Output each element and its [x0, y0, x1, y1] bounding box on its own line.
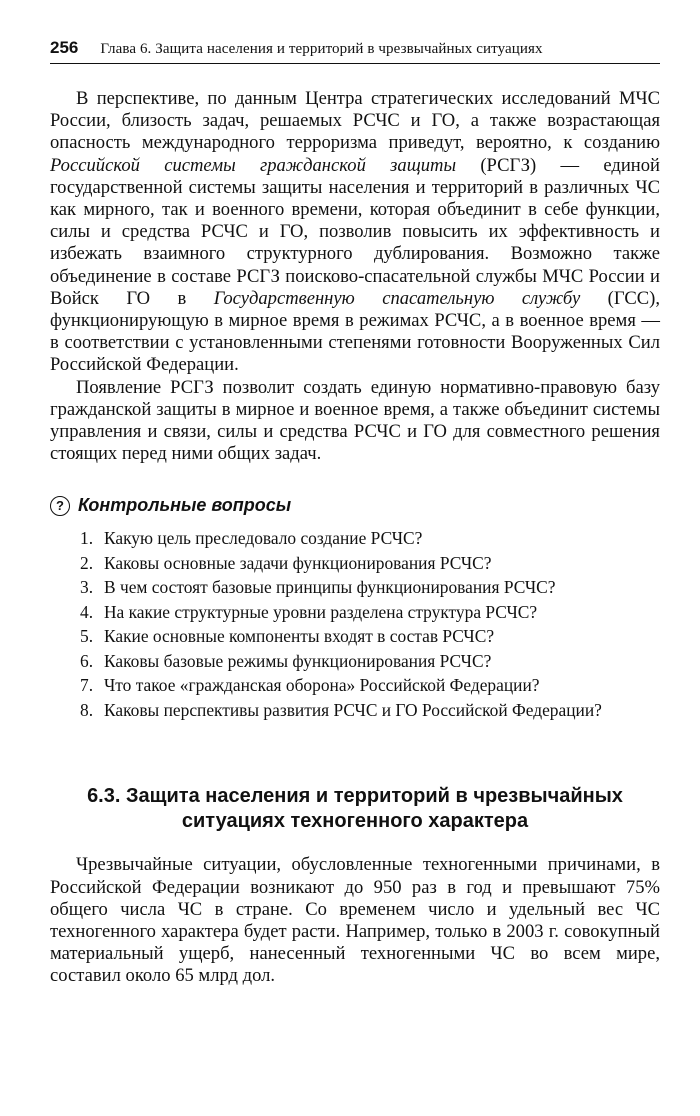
- question-text: Каковы основные задачи функционирования РСЧС?: [104, 552, 492, 573]
- list-item: [50, 575, 660, 600]
- question-number: 7.: [80, 675, 94, 696]
- question-text: Какую цель преследовало создание РСЧС?: [104, 528, 423, 549]
- paragraph-text: (ГСС), функционирующую в мирное время в режимах РСЧС, а в военное время — в соответствии с установленными степенями готовности Вооруженных Сил Российской Федерации.: [50, 287, 661, 376]
- question-text: Какие основные компоненты входят в состав РСЧС?: [104, 626, 495, 647]
- question-number: 1.: [80, 528, 94, 549]
- question-number: 2.: [80, 552, 94, 573]
- question-text: В чем состоят базовые принципы функционирования РСЧС?: [104, 577, 556, 598]
- page-header: [50, 38, 660, 64]
- list-item: [50, 649, 660, 674]
- paragraph-rsgz-outcome: Появление РСГЗ позволит создать единую нормативно-правовую базу гражданской защиты в мирное и военное время, а также объединит системы управления и связи, силы и средства РСЧС и ГО для совместного решения стоящих перед ними общих задач.: [50, 376, 660, 465]
- question-text: Что такое «гражданская оборона» Российской Федерации?: [104, 675, 540, 696]
- term-gss: Государственную спасательную службу: [213, 287, 581, 309]
- page-number: 256: [50, 38, 79, 57]
- list-item: [50, 673, 660, 698]
- list-item: [50, 551, 660, 576]
- paragraph-text: (РСГЗ) — единой государственной системы защиты населения и территорий в различных ЧС как мирного, так и военного времени, которая объединит в себе функции, силы и средства РСЧС и ГО, позволив повысить их эффективность и избежать взаимного структурного дублирования. Возможно также объединение в составе РСГЗ поисково-спасательной службы МЧС России и Войск ГО в: [50, 154, 660, 309]
- page-body: [50, 88, 660, 988]
- question-number: 4.: [80, 601, 94, 622]
- list-item: [50, 600, 660, 625]
- question-number: 3.: [80, 577, 94, 598]
- question-text: Каковы базовые режимы функционирования РСЧС?: [104, 650, 492, 671]
- list-item: [50, 698, 660, 723]
- questions-heading: [50, 495, 660, 516]
- question-number: 6.: [80, 650, 94, 671]
- list-item: [50, 526, 660, 551]
- paragraph-perspective: [50, 88, 660, 377]
- question-text: На какие структурные уровни разделена структура РСЧС?: [104, 601, 538, 622]
- paragraph-technogenic: Чрезвычайные ситуации, обусловленные техногенными причинами, в Российской Федерации возникают до 950 раз в год и превышают 75% общего числа ЧС в стране. Со временем число и удельный вес ЧС техногенного характера будет расти. Например, только в 2003 г. совокупный материальный ущерб, нанесенный техногенными ЧС во всем мире, составил около 65 млрд дол.: [50, 854, 660, 987]
- section-heading: [50, 784, 660, 834]
- paragraph-text: В перспективе, по данным Центра стратегических исследований МЧС России, близость задач, решаемых РСЧС и ГО, а также возрастающая опасность международного терроризма приведут, вероятно, к созданию: [50, 88, 660, 154]
- questions-list: [50, 526, 660, 722]
- question-number: 8.: [80, 699, 94, 720]
- list-item: [50, 624, 660, 649]
- questions-heading-text: Контрольные вопросы: [78, 495, 292, 516]
- section-heading-line1: 6.3. Защита населения и территорий в чрезвычайных: [87, 785, 623, 808]
- question-text: Каковы перспективы развития РСЧС и ГО Российской Федерации?: [104, 699, 602, 720]
- question-number: 5.: [80, 626, 94, 647]
- term-rsgz: Российской системы гражданской защиты: [50, 154, 457, 176]
- running-title: Глава 6. Защита населения и территорий в чрезвычайных ситуациях: [100, 41, 543, 57]
- question-circle-icon: ?: [50, 496, 70, 516]
- section-heading-line2: ситуациях техногенного характера: [181, 810, 529, 833]
